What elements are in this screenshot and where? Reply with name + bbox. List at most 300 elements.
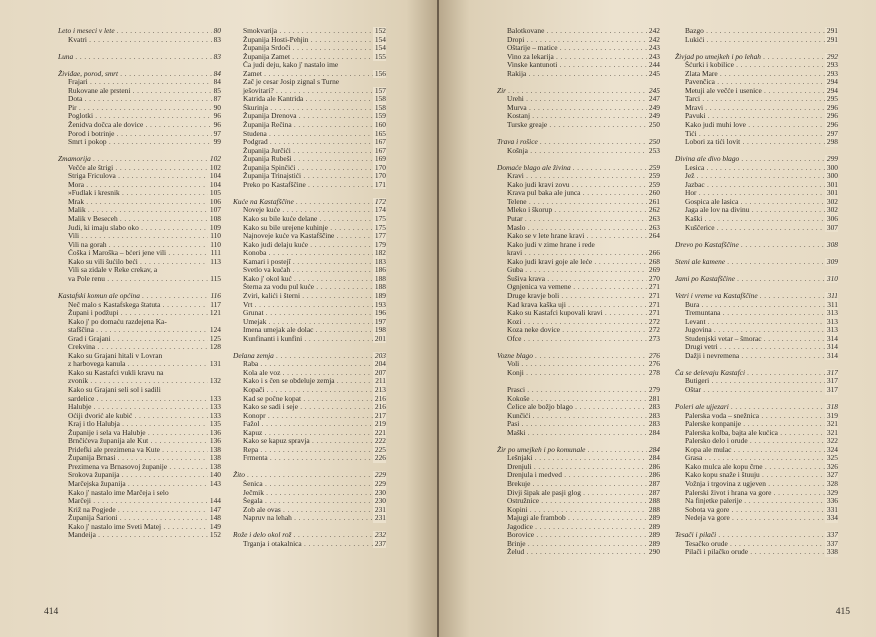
toc-entry bbox=[233, 283, 386, 292]
toc-entry-title: Zač je cesar Josip zignal s Turne bbox=[243, 78, 340, 87]
toc-entry bbox=[675, 497, 838, 506]
toc-entry-title: Živjad po umejkeh i po lehah . . . bbox=[675, 53, 838, 61]
toc-entry bbox=[233, 266, 386, 275]
toc-section-heading bbox=[233, 198, 386, 207]
toc-entry-title: Malik v Beseceh . . . bbox=[68, 215, 221, 223]
toc-entry-title: Podgrad . . . bbox=[243, 138, 386, 146]
toc-entry bbox=[233, 258, 386, 267]
toc-page-number: 243 bbox=[648, 44, 660, 53]
toc-page-number: 259 bbox=[648, 180, 660, 189]
toc-page-number: 170 bbox=[374, 172, 386, 181]
toc-entry bbox=[233, 249, 386, 258]
toc-entry-title: Kozi . . . bbox=[507, 318, 660, 326]
toc-entry-title: Preko po Kastafščine . . . bbox=[243, 181, 386, 189]
toc-page-number: 136 bbox=[209, 437, 221, 446]
toc-page-number: 284 bbox=[648, 428, 660, 437]
toc-entry-title: Majugi ale frambob . . . bbox=[507, 514, 660, 522]
toc-entry-title: stafščina . . . bbox=[68, 326, 221, 334]
toc-page-number: 263 bbox=[648, 215, 660, 224]
toc-entry bbox=[497, 112, 660, 121]
toc-page-number: 289 bbox=[648, 514, 660, 523]
toc-page-number: 286 bbox=[648, 471, 660, 480]
toc-entry bbox=[675, 27, 838, 36]
toc-entry-title: Zviri, kalići i šterni . . . bbox=[243, 292, 386, 300]
toc-entry-title: Grad i Grajani . . . bbox=[68, 335, 221, 343]
toc-page-number: 147 bbox=[209, 505, 221, 514]
toc-entry bbox=[233, 44, 386, 53]
toc-page-number: 102 bbox=[209, 155, 221, 164]
toc-entry bbox=[233, 224, 386, 233]
toc-entry-title: Zmamorija . . . bbox=[58, 155, 221, 163]
toc-entry bbox=[233, 87, 386, 96]
toc-entry-title: Palerska kolba, bajta ale kućica . . . bbox=[685, 429, 838, 437]
toc-entry-title: Jaga ale lov na divinu . . . bbox=[685, 206, 838, 214]
toc-entry bbox=[497, 53, 660, 62]
toc-entry-title: Tarci . . . bbox=[685, 95, 838, 103]
toc-entry bbox=[58, 206, 221, 215]
toc-entry bbox=[233, 326, 386, 335]
toc-entry bbox=[675, 112, 838, 121]
toc-entry bbox=[497, 497, 660, 506]
toc-page-number: 249 bbox=[648, 112, 660, 121]
toc-entry bbox=[497, 283, 660, 292]
toc-entry-title: Grasa . . . bbox=[685, 454, 838, 462]
toc-entry bbox=[497, 224, 660, 233]
toc-entry-title: Noveje kuće . . . bbox=[243, 206, 386, 214]
toc-entry-title: Kuščerice . . . bbox=[685, 224, 838, 232]
toc-page-number: 288 bbox=[648, 497, 660, 506]
toc-section-heading bbox=[58, 155, 221, 164]
toc-page-number: 188 bbox=[374, 274, 386, 283]
toc-page-number: 96 bbox=[213, 121, 221, 130]
toc-section-heading bbox=[58, 292, 221, 301]
toc-entry bbox=[675, 249, 838, 258]
toc-entry bbox=[233, 318, 386, 327]
toc-entry bbox=[233, 386, 386, 395]
toc-page-number: 207 bbox=[374, 368, 386, 377]
toc-entry bbox=[233, 335, 386, 344]
toc-entry-title: Kako kopu snaže i štuuju . . . bbox=[685, 471, 838, 479]
toc-entry-title: Županija Drenova . . . bbox=[243, 112, 386, 120]
toc-entry bbox=[233, 138, 386, 147]
toc-entry-title: Jami po Kastafščine . . . bbox=[675, 275, 838, 283]
toc-entry-title: Kvatri . . . bbox=[68, 36, 221, 44]
toc-entry bbox=[675, 198, 838, 207]
toc-entry bbox=[233, 369, 386, 378]
toc-entry bbox=[233, 377, 386, 386]
toc-page-number: 242 bbox=[648, 27, 660, 35]
toc-entry-title: Umejak . . . bbox=[243, 318, 386, 326]
toc-entry-title: Vili . . . bbox=[68, 232, 221, 240]
toc-entry bbox=[497, 241, 660, 250]
toc-page-number: 299 bbox=[826, 155, 838, 164]
toc-page-number: 286 bbox=[648, 462, 660, 471]
toc-entry-title: Ječmik . . . bbox=[243, 489, 386, 497]
toc-page-number: 179 bbox=[374, 240, 386, 249]
toc-entry-title: Brinje . . . bbox=[507, 540, 660, 548]
toc-entry-title: Divji šipak ale pasji glog . . . bbox=[507, 489, 660, 497]
toc-entry-title: Kako su vili šućilo beći . . . bbox=[68, 258, 221, 266]
toc-page-number: 289 bbox=[648, 539, 660, 548]
toc-page-number: 278 bbox=[648, 368, 660, 377]
toc-entry-title: Najnoveje kuće va Kastafščine . . . bbox=[243, 232, 386, 240]
toc-entry bbox=[233, 454, 386, 463]
toc-entry-title: Mleko i škorup . . . bbox=[507, 206, 660, 214]
toc-page-number: 117 bbox=[210, 300, 221, 309]
toc-entry bbox=[675, 335, 838, 344]
toc-entry-title: Palerske konpanije . . . bbox=[685, 420, 838, 428]
toc-entry bbox=[233, 275, 386, 284]
toc-entry-title: Druge kravje boli . . . bbox=[507, 292, 660, 300]
toc-section-heading bbox=[675, 258, 838, 267]
toc-entry-title: Kola ale voz . . . bbox=[243, 369, 386, 377]
toc-entry bbox=[58, 454, 221, 463]
toc-entry-title: Metuji ale večće i usenice . . . bbox=[685, 87, 838, 95]
toc-entry bbox=[233, 70, 386, 79]
toc-entry-title: Mandeija . . . bbox=[68, 531, 221, 539]
toc-page-number: 293 bbox=[826, 61, 838, 70]
toc-entry bbox=[497, 181, 660, 190]
toc-page-number: 143 bbox=[209, 479, 221, 488]
toc-page-number: 113 bbox=[210, 257, 221, 266]
toc-page-number: 90 bbox=[213, 103, 221, 112]
toc-entry-title: Guba . . . bbox=[507, 266, 660, 274]
toc-entry-title: Mora . . . bbox=[68, 181, 221, 189]
toc-entry-title: Kraj i tlo Halubja . . . bbox=[68, 420, 221, 428]
toc-entry bbox=[675, 164, 838, 173]
toc-page-number: 216 bbox=[374, 403, 386, 412]
toc-entry-title: Trganja i otakalnica . . . bbox=[243, 540, 386, 548]
toc-page-number: 125 bbox=[209, 334, 221, 343]
toc-page-number: 307 bbox=[826, 223, 838, 232]
toc-entry bbox=[675, 301, 838, 310]
toc-entry bbox=[233, 412, 386, 421]
toc-page-number: 132 bbox=[209, 377, 221, 386]
toc-entry-title: z harbovega kanula . . . bbox=[68, 360, 221, 368]
toc-page-number: 296 bbox=[826, 112, 838, 121]
toc-page-number: 104 bbox=[209, 180, 221, 189]
toc-entry-title: Sobota va gore . . . bbox=[685, 506, 838, 514]
toc-entry-title: »Fudlak i kresnik . . . bbox=[68, 189, 221, 197]
toc-entry-title: Vetri i vreme va Kastafščine . . . bbox=[675, 292, 838, 300]
toc-entry-title: Kako se kapuz spravja . . . bbox=[243, 437, 386, 445]
toc-entry bbox=[675, 283, 838, 292]
toc-page-number: 157 bbox=[374, 86, 386, 95]
toc-entry bbox=[233, 78, 386, 87]
toc-entry-title: Imena umejak ale dolac . . . bbox=[243, 326, 386, 334]
toc-page-number: 131 bbox=[209, 360, 221, 369]
toc-entry bbox=[675, 147, 838, 156]
toc-entry-title: Raba . . . bbox=[243, 360, 386, 368]
toc-page-number: 245 bbox=[648, 86, 660, 95]
toc-page-number: 297 bbox=[826, 129, 838, 138]
toc-entry bbox=[58, 412, 221, 421]
toc-section-heading bbox=[497, 87, 660, 96]
toc-page-number: 271 bbox=[648, 300, 660, 309]
toc-entry-title: Zlata Mare . . . bbox=[685, 70, 838, 78]
toc-entry bbox=[497, 130, 660, 139]
toc-entry-title: Kako judi kravi zovu . . . bbox=[507, 181, 660, 189]
toc-entry bbox=[675, 506, 838, 515]
toc-entry-title: Kako judi v zime hrane i rede bbox=[507, 240, 595, 249]
toc-entry-title: Kako j' po domaću razdejena Ka- bbox=[68, 317, 167, 326]
toc-page-number: 247 bbox=[648, 95, 660, 104]
toc-entry bbox=[58, 198, 221, 207]
toc-entry-title: Kako su Grajani hitali v Lovran bbox=[68, 351, 163, 360]
toc-section-heading bbox=[675, 241, 838, 250]
toc-entry bbox=[675, 429, 838, 438]
toc-entry-title: Putar . . . bbox=[507, 215, 660, 223]
toc-entry bbox=[675, 87, 838, 96]
toc-entry-title: Kastafski komun ale općina . . . bbox=[58, 292, 221, 300]
toc-page-number: 284 bbox=[648, 445, 660, 454]
toc-page-number: 272 bbox=[648, 326, 660, 335]
toc-entry-title: Vili sa zidale v Reke crekav, a bbox=[68, 266, 158, 275]
toc-entry bbox=[675, 206, 838, 215]
toc-entry-title: Zir . . . bbox=[497, 87, 660, 95]
toc-entry bbox=[675, 463, 838, 472]
toc-page-number: 110 bbox=[210, 240, 221, 249]
toc-entry bbox=[675, 61, 838, 70]
toc-entry-title: Oštar . . . bbox=[685, 386, 838, 394]
toc-page-number: 301 bbox=[826, 189, 838, 198]
toc-entry-title: Kako mulca ale kopu črne . . . bbox=[685, 463, 838, 471]
toc-page-number: 149 bbox=[209, 522, 221, 531]
toc-entry bbox=[233, 403, 386, 412]
toc-entry-title: Lešnjaki . . . bbox=[507, 454, 660, 462]
toc-entry-title: Repa . . . bbox=[243, 446, 386, 454]
toc-page-number: 250 bbox=[648, 121, 660, 130]
toc-entry bbox=[497, 95, 660, 104]
toc-entry bbox=[675, 224, 838, 233]
toc-entry-title: Vili na gorah . . . bbox=[68, 241, 221, 249]
toc-entry-title: Lobori za tići lovit . . . bbox=[685, 138, 838, 146]
toc-page-number: 337 bbox=[826, 539, 838, 548]
toc-entry bbox=[58, 377, 221, 386]
toc-entry-title: Pir . . . bbox=[68, 104, 221, 112]
toc-page-number: 102 bbox=[209, 163, 221, 172]
toc-entry bbox=[58, 215, 221, 224]
toc-page-number: 174 bbox=[374, 206, 386, 215]
toc-entry bbox=[233, 36, 386, 45]
toc-page-number: 325 bbox=[826, 454, 838, 463]
toc-page-number: 96 bbox=[213, 112, 221, 121]
toc-section-heading bbox=[675, 155, 838, 164]
toc-entry bbox=[497, 463, 660, 472]
toc-page-number: 196 bbox=[374, 309, 386, 318]
toc-entry-title: Hor . . . bbox=[685, 189, 838, 197]
toc-entry bbox=[675, 104, 838, 113]
toc-entry-title: Palerska voda – snežnica . . . bbox=[685, 412, 838, 420]
toc-page-number: 80 bbox=[213, 27, 221, 35]
toc-page-number: 169 bbox=[374, 155, 386, 164]
toc-entry-title: Županija Rečina . . . bbox=[243, 121, 386, 129]
toc-page-number: 244 bbox=[648, 61, 660, 70]
toc-entry bbox=[675, 454, 838, 463]
toc-entry-title: Konopr . . . bbox=[243, 412, 386, 420]
toc-entry-title: Kako judi delaju kuće . . . bbox=[243, 241, 386, 249]
toc-page-number: 318 bbox=[826, 403, 838, 412]
toc-section-heading bbox=[497, 164, 660, 173]
toc-entry bbox=[233, 309, 386, 318]
toc-page-number: 294 bbox=[826, 86, 838, 95]
toc-entry-title: Šušiva krava . . . bbox=[507, 275, 660, 283]
toc-entry-title: Drenjula i medved . . . bbox=[507, 471, 660, 479]
toc-page-number: 109 bbox=[209, 223, 221, 232]
toc-entry bbox=[497, 318, 660, 327]
toc-page-number: 128 bbox=[209, 343, 221, 352]
toc-entry-title: Rože i delo okol rož . . . bbox=[233, 531, 386, 539]
toc-entry-title: Kako judi muhi love . . . bbox=[685, 121, 838, 129]
toc-entry-title: Katrida ale Kantrida . . . bbox=[243, 95, 386, 103]
toc-page-number: 290 bbox=[648, 548, 660, 557]
toc-entry-title: sardelice . . . bbox=[68, 395, 221, 403]
toc-page-number: 84 bbox=[213, 78, 221, 87]
toc-entry bbox=[233, 360, 386, 369]
toc-page-number: 226 bbox=[374, 454, 386, 463]
toc-page-number: 229 bbox=[374, 471, 386, 480]
toc-entry bbox=[58, 326, 221, 335]
toc-entry-title: Kako su Kastafci vukli kravu na bbox=[68, 368, 164, 377]
toc-entry bbox=[233, 480, 386, 489]
toc-entry bbox=[497, 155, 660, 164]
toc-page-number: 105 bbox=[209, 189, 221, 198]
toc-page-number: 225 bbox=[374, 445, 386, 454]
toc-entry-title: Jagodice . . . bbox=[507, 523, 660, 531]
toc-page-number: 124 bbox=[209, 326, 221, 335]
toc-page-number: 155 bbox=[374, 52, 386, 61]
toc-section-heading bbox=[497, 446, 660, 455]
toc-page-number: 313 bbox=[826, 326, 838, 335]
toc-entry-title: Voli . . . bbox=[507, 360, 660, 368]
toc-entry-title: Lukići . . . bbox=[685, 36, 838, 44]
toc-entry-title: Zob ale ovas . . . bbox=[243, 506, 386, 514]
toc-entry bbox=[58, 463, 221, 472]
toc-entry-title: Vožnja i trgovina z ugjeven . . . bbox=[685, 480, 838, 488]
toc-entry-title: Šenica . . . bbox=[243, 480, 386, 488]
toc-entry bbox=[497, 540, 660, 549]
toc-page-number: 167 bbox=[374, 146, 386, 155]
toc-entry-title: Kako judi kravi goje ale leće . . . bbox=[507, 258, 660, 266]
toc-page-number: 104 bbox=[209, 172, 221, 181]
toc-entry-title: Neč malo s Kastafskega štatuta . . . bbox=[68, 301, 221, 309]
toc-entry-title: Domaće blago ale živina . . . bbox=[497, 164, 660, 172]
toc-entry bbox=[233, 463, 386, 472]
toc-entry bbox=[58, 61, 221, 70]
toc-page-number: 271 bbox=[648, 291, 660, 300]
toc-page-number: 287 bbox=[648, 488, 660, 497]
toc-entry-title: Dota . . . bbox=[68, 95, 221, 103]
toc-entry-title: Telene . . . bbox=[507, 198, 660, 206]
toc-page-number: 276 bbox=[648, 351, 660, 360]
toc-entry bbox=[58, 531, 221, 540]
toc-entry bbox=[233, 27, 386, 36]
toc-page-number: 311 bbox=[827, 291, 838, 300]
toc-entry bbox=[58, 403, 221, 412]
toc-entry bbox=[233, 429, 386, 438]
toc-entry-title: Svetlo va kućah . . . bbox=[243, 266, 386, 274]
toc-entry-title: Kako se v lete hrane kravi . . . bbox=[507, 232, 660, 240]
toc-page-number: 116 bbox=[210, 291, 221, 300]
toc-entry-title: Rakija . . . bbox=[507, 70, 660, 78]
toc-entry-title: Kuće na Kastafščine . . . bbox=[233, 198, 386, 206]
toc-page-number: 259 bbox=[648, 172, 660, 181]
toc-page-number: 159 bbox=[374, 112, 386, 121]
toc-entry bbox=[497, 369, 660, 378]
toc-page-number: 314 bbox=[826, 351, 838, 360]
toc-entry-title: Ča se delevaju Kastafci . . . bbox=[675, 369, 838, 377]
toc-page-number: 230 bbox=[374, 497, 386, 506]
toc-page-number: 237 bbox=[374, 539, 386, 548]
toc-entry bbox=[675, 309, 838, 318]
toc-page-number: 302 bbox=[826, 206, 838, 215]
toc-entry-title: Vozne blago . . . bbox=[497, 352, 660, 360]
toc-entry bbox=[497, 437, 660, 446]
toc-entry-title: Tremuntana . . . bbox=[685, 309, 838, 317]
toc-entry bbox=[58, 241, 221, 250]
toc-entry bbox=[58, 309, 221, 318]
toc-page-number: 83 bbox=[213, 52, 221, 61]
toc-page-number: 259 bbox=[648, 163, 660, 172]
toc-entry-title: Županija Šarioni . . . bbox=[68, 514, 221, 522]
toc-page-number: 287 bbox=[648, 479, 660, 488]
toc-entry-title: Maslo . . . bbox=[507, 224, 660, 232]
toc-entry bbox=[497, 395, 660, 404]
toc-entry bbox=[675, 232, 838, 241]
toc-entry bbox=[58, 181, 221, 190]
toc-entry-title: Borovice . . . bbox=[507, 531, 660, 539]
toc-page-number: 283 bbox=[648, 403, 660, 412]
toc-page-number: 309 bbox=[826, 257, 838, 266]
toc-entry-title: Ženidva dočca ale dovice . . . bbox=[68, 121, 221, 129]
toc-entry bbox=[233, 121, 386, 130]
toc-page-number: 296 bbox=[826, 121, 838, 130]
toc-entry-title: Županija Rubeši . . . bbox=[243, 155, 386, 163]
toc-entry-title: Kopini . . . bbox=[507, 506, 660, 514]
toc-entry bbox=[497, 61, 660, 70]
toc-page-number: 291 bbox=[826, 27, 838, 35]
toc-entry-title: Kaški . . . bbox=[685, 215, 838, 223]
toc-page-number: 279 bbox=[648, 385, 660, 394]
toc-entry-title: Lesica . . . bbox=[685, 164, 838, 172]
toc-entry-title: Palerski život i hrana va gore . . . bbox=[685, 489, 838, 497]
toc-entry bbox=[233, 497, 386, 506]
toc-section-heading bbox=[233, 471, 386, 480]
toc-entry bbox=[58, 301, 221, 310]
toc-page-number: 217 bbox=[374, 411, 386, 420]
left-page bbox=[0, 0, 437, 637]
toc-page-number: 264 bbox=[648, 232, 660, 241]
toc-entry bbox=[233, 164, 386, 173]
toc-page-number: 301 bbox=[826, 180, 838, 189]
toc-entry-title: Srokova županija . . . bbox=[68, 471, 221, 479]
toc-page-number: 324 bbox=[826, 445, 838, 454]
toc-entry-title: kravi . . . bbox=[507, 249, 660, 257]
toc-page-number: 108 bbox=[209, 215, 221, 224]
toc-entry bbox=[233, 292, 386, 301]
toc-page-number: 313 bbox=[826, 309, 838, 318]
toc-entry bbox=[497, 454, 660, 463]
toc-entry bbox=[497, 189, 660, 198]
toc-entry bbox=[675, 121, 838, 130]
toc-entry bbox=[675, 548, 838, 557]
toc-entry-title: Kopa ale mulac . . . bbox=[685, 446, 838, 454]
toc-page-number: 87 bbox=[213, 95, 221, 104]
toc-entry bbox=[675, 446, 838, 455]
toc-entry-title: Tići . . . bbox=[685, 130, 838, 138]
toc-entry bbox=[233, 112, 386, 121]
toc-entry-title: Turske greaje . . . bbox=[507, 121, 660, 129]
